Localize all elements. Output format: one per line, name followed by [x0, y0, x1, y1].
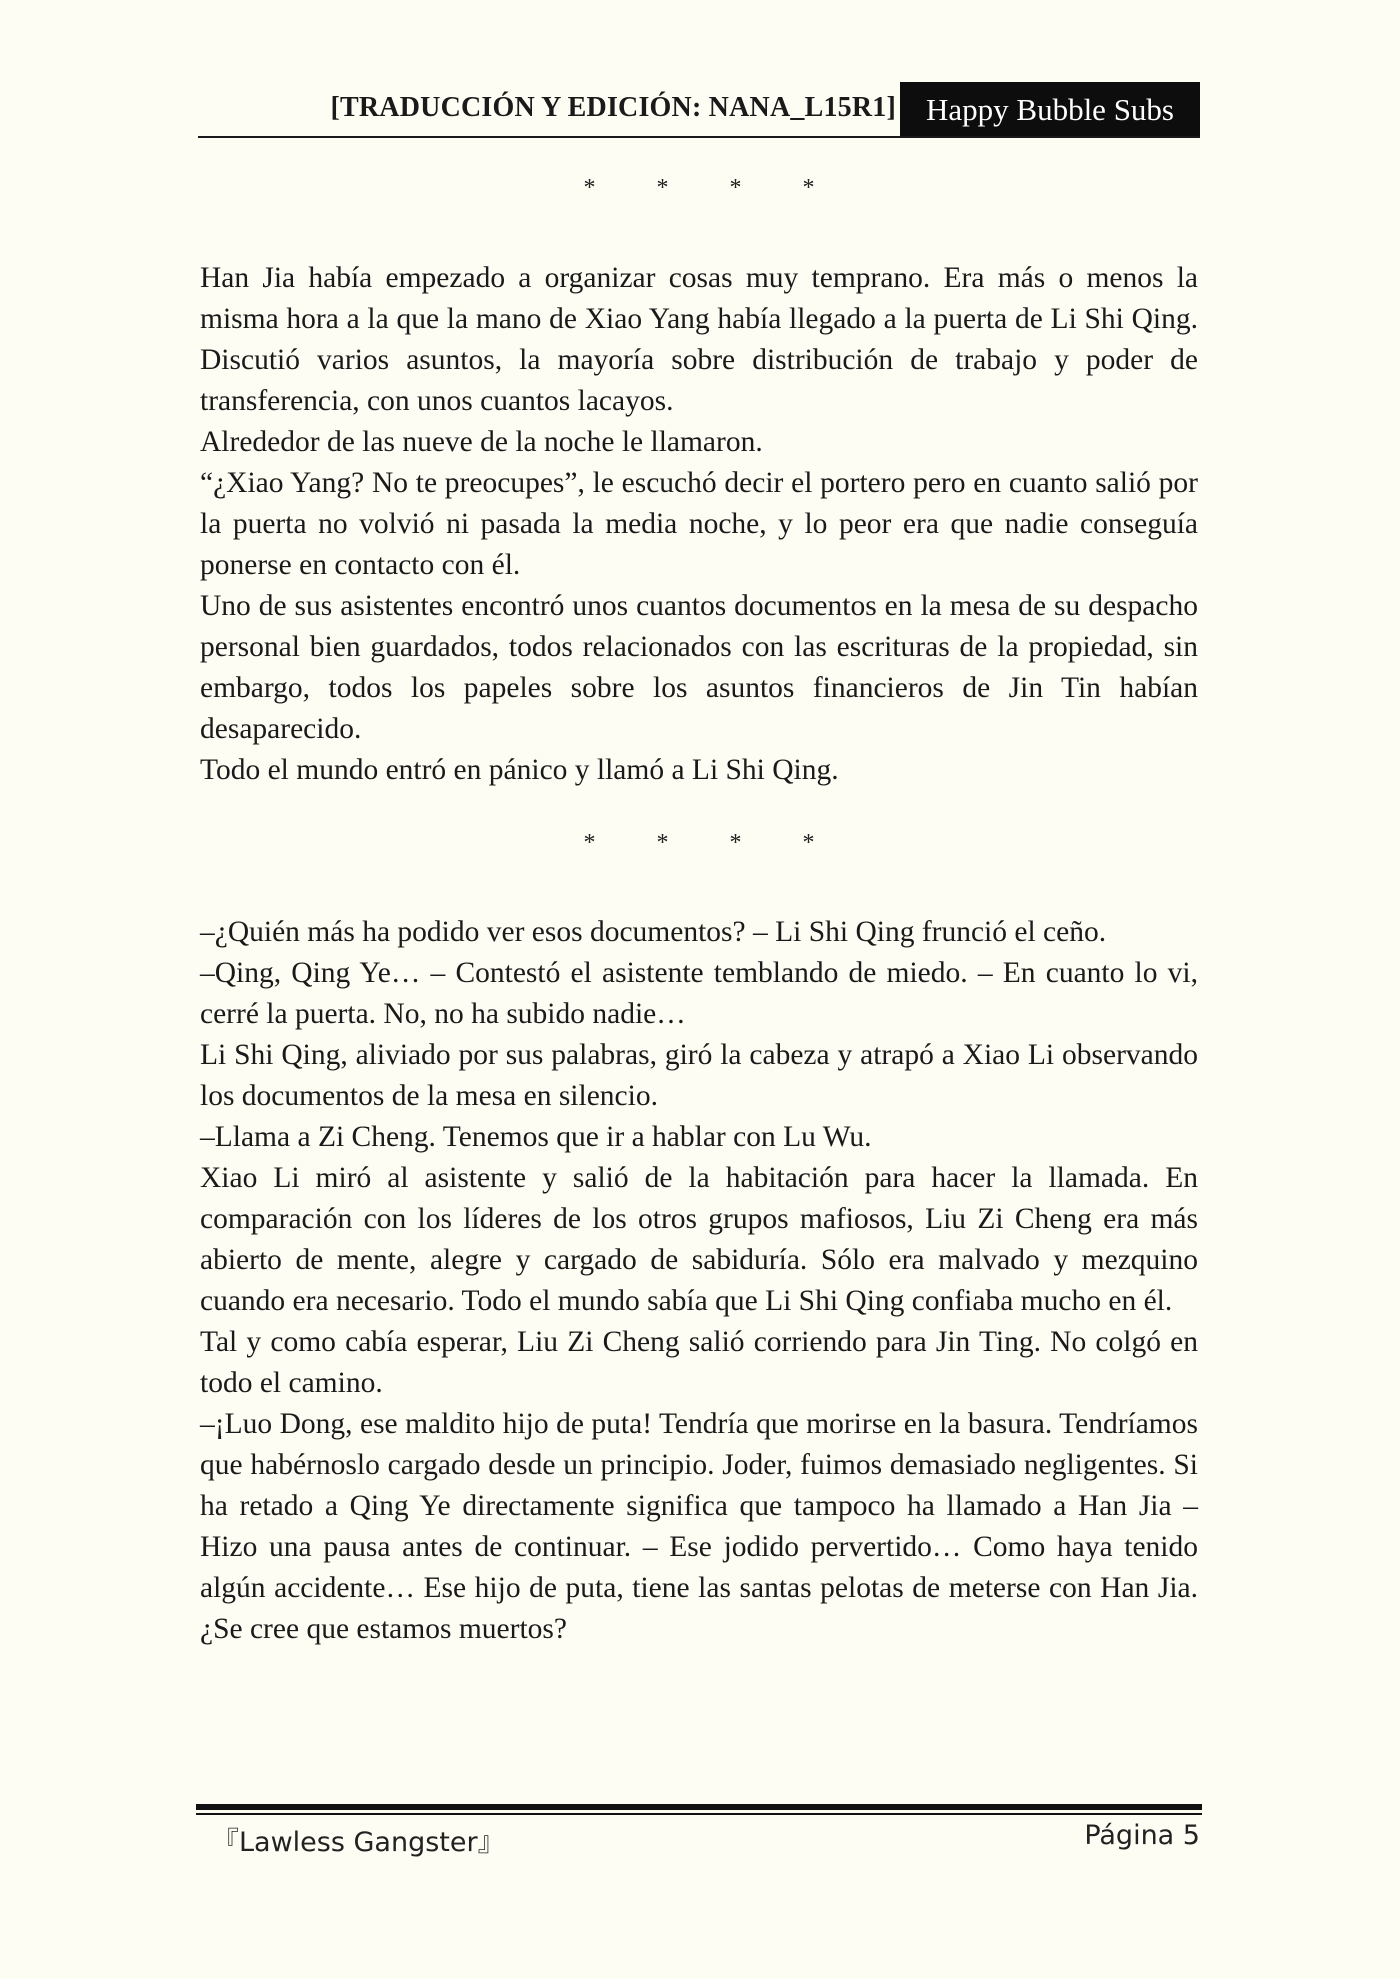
paragraph: Xiao Li miró al asistente y salió de la habitación para hacer la llamada. En comparación con los líderes de los otros grupos mafiosos, Liu Zi Cheng era más abierto de mente, alegre y cargado de sabiduría. Sólo era malvado y mezquino cuando era necesario. Todo el mundo sabía que Li Shi Qing confiaba mucho en él.	[200, 1162, 1198, 1317]
paragraph: –Qing, Qing Ye… – Contestó el asistente temblando de miedo. – En cuanto lo vi, cerré la puerta. No, no ha subido nadie…	[200, 957, 1198, 1030]
paragraph: –¡Luo Dong, ese maldito hijo de puta! Tendría que morirse en la basura. Tendríamos que habérnoslo cargado desde un principio. Joder, fuimos demasiado negligentes. Si ha retado a Qing Ye directamente significa que tampoco ha llamado a Han Jia – Hizo una pausa antes de continuar. – Ese jodido pervertido… Como haya tenido algún accidente… Ese hijo de puta, tiene las santas pelotas de meterse con Han Jia. ¿Se cree que estamos muertos?	[200, 1408, 1198, 1645]
scene-separator: * * * *	[583, 175, 815, 201]
text-section-1	[200, 258, 1198, 791]
footer-book-title: 『Lawless Gangster』	[212, 1827, 505, 1858]
paragraph: Uno de sus asistentes encontró unos cuantos documentos en la mesa de su despacho personal bien guardados, todos relacionados con las escrituras de la propiedad, sin embargo, todos los papeles sobre los asuntos financieros de Jin Tin habían desaparecido.	[200, 590, 1198, 745]
group-badge: Happy Bubble Subs	[900, 82, 1200, 138]
paragraph: Alrededor de las nueve de la noche le llamaron.	[200, 426, 763, 458]
paragraph: –¿Quién más ha podido ver esos documentos? – Li Shi Qing frunció el ceño.	[200, 916, 1107, 948]
page-header	[198, 82, 1200, 138]
footer-page-number: Página 5	[1084, 1820, 1200, 1851]
paragraph: Tal y como cabía esperar, Liu Zi Cheng salió corriendo para Jin Ting. No colgó en todo el camino.	[200, 1326, 1198, 1399]
header-rule	[198, 136, 1200, 138]
scene-separator: * * * *	[583, 830, 815, 856]
paragraph: Li Shi Qing, aliviado por sus palabras, giró la cabeza y atrapó a Xiao Li observando los documentos de la mesa en silencio.	[200, 1039, 1198, 1112]
paragraph: Han Jia había empezado a organizar cosas muy temprano. Era más o menos la misma hora a la que la mano de Xiao Yang había llegado a la puerta de Li Shi Qing. Discutió varios asuntos, la mayoría sobre distribución de trabajo y poder de transferencia, con unos cuantos lacayos.	[200, 262, 1198, 417]
paragraph: “¿Xiao Yang? No te preocupes”, le escuchó decir el portero pero en cuanto salió por la puerta no volvió ni pasada la media noche, y lo peor era que nadie conseguía ponerse en contacto con él.	[200, 467, 1198, 581]
paragraph: Todo el mundo entró en pánico y llamó a Li Shi Qing.	[200, 754, 839, 786]
footer-rule-thin	[196, 1813, 1202, 1815]
footer-rule-thick	[196, 1804, 1202, 1810]
translation-credit: [TRADUCCIÓN Y EDICIÓN: NANA_L15R1]	[330, 92, 896, 123]
text-section-2	[200, 912, 1198, 1650]
paragraph: –Llama a Zi Cheng. Tenemos que ir a hablar con Lu Wu.	[200, 1121, 872, 1153]
